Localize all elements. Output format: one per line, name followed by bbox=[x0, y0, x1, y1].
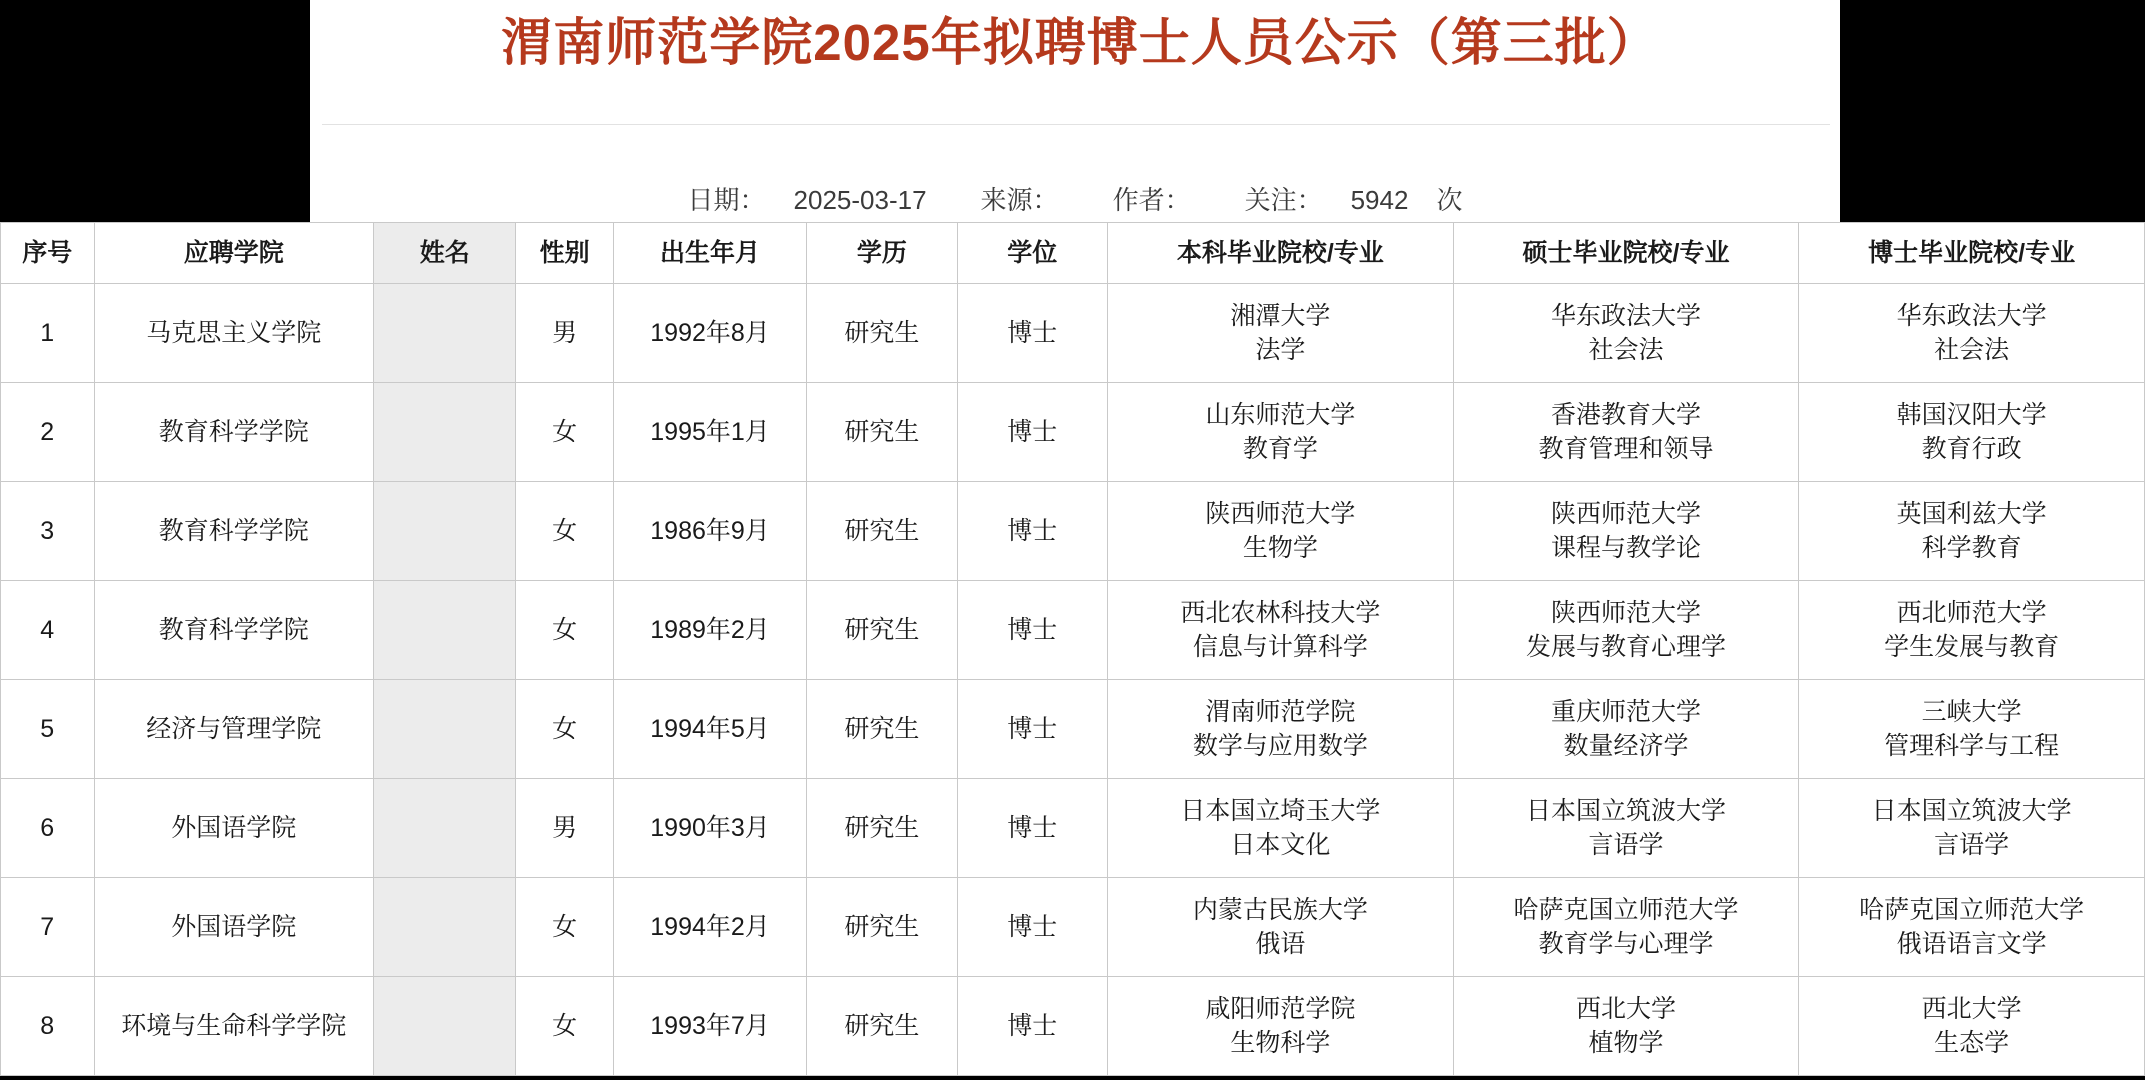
cell-gender: 女 bbox=[516, 383, 614, 482]
cell-degree: 博士 bbox=[957, 284, 1107, 383]
cell-education: 研究生 bbox=[807, 779, 957, 878]
right-gutter bbox=[1840, 0, 2145, 170]
master-school: 日本国立筑波大学 bbox=[1525, 797, 1726, 825]
doctor-major: 管理科学与工程 bbox=[1884, 732, 2060, 760]
col-education: 学历 bbox=[807, 223, 957, 284]
cell-birth: 1993年7月 bbox=[613, 977, 806, 1076]
master-major: 数量经济学 bbox=[1563, 732, 1689, 760]
cell-college: 外国语学院 bbox=[94, 779, 374, 878]
cell-index: 1 bbox=[1, 284, 95, 383]
cell-doctor bbox=[1799, 383, 2145, 482]
cell-bachelor bbox=[1108, 383, 1454, 482]
doctor-school: 哈萨克国立师范大学 bbox=[1859, 896, 2085, 924]
cell-college: 外国语学院 bbox=[94, 878, 374, 977]
cell-college: 教育科学学院 bbox=[94, 482, 374, 581]
cell-bachelor bbox=[1108, 779, 1454, 878]
cell-college: 马克思主义学院 bbox=[94, 284, 374, 383]
cell-degree: 博士 bbox=[957, 779, 1107, 878]
cell-college: 经济与管理学院 bbox=[94, 680, 374, 779]
cell-degree: 博士 bbox=[957, 383, 1107, 482]
meta-views-unit: 次 bbox=[1436, 185, 1463, 215]
cell-degree: 博士 bbox=[957, 878, 1107, 977]
doctor-school: 韩国汉阳大学 bbox=[1896, 401, 2047, 429]
meta-date-value: 2025-03-17 bbox=[793, 185, 927, 215]
cell-doctor bbox=[1799, 284, 2145, 383]
cell-gender: 女 bbox=[516, 581, 614, 680]
cell-degree: 博士 bbox=[957, 482, 1107, 581]
page-title: 渭南师范学院2025年拟聘博士人员公示（第三批） bbox=[501, 14, 1659, 71]
cell-master bbox=[1453, 482, 1799, 581]
master-major: 教育学与心理学 bbox=[1538, 930, 1714, 958]
cell-name bbox=[374, 878, 516, 977]
table-row bbox=[1, 878, 2145, 977]
cell-bachelor bbox=[1108, 878, 1454, 977]
cell-index: 5 bbox=[1, 680, 95, 779]
doctor-major: 俄语语言文学 bbox=[1896, 930, 2047, 958]
bachelor-school: 内蒙古民族大学 bbox=[1192, 896, 1368, 924]
doctor-major: 科学教育 bbox=[1921, 534, 2022, 562]
cell-name bbox=[374, 977, 516, 1076]
bachelor-school: 咸阳师范学院 bbox=[1205, 995, 1356, 1023]
meta-author-label: 作者： bbox=[1112, 185, 1191, 215]
master-major: 言语学 bbox=[1588, 831, 1664, 859]
cell-name bbox=[374, 680, 516, 779]
doctor-major: 社会法 bbox=[1934, 336, 2010, 364]
cell-doctor bbox=[1799, 482, 2145, 581]
master-school: 陕西师范大学 bbox=[1550, 599, 1701, 627]
cell-bachelor bbox=[1108, 680, 1454, 779]
bachelor-major: 日本文化 bbox=[1230, 831, 1331, 859]
cell-birth: 1990年3月 bbox=[613, 779, 806, 878]
cell-master bbox=[1453, 977, 1799, 1076]
master-major: 社会法 bbox=[1588, 336, 1664, 364]
master-major: 发展与教育心理学 bbox=[1525, 633, 1726, 661]
cell-master bbox=[1453, 383, 1799, 482]
bachelor-school: 山东师范大学 bbox=[1205, 401, 1356, 429]
cell-gender: 男 bbox=[516, 284, 614, 383]
cell-education: 研究生 bbox=[807, 284, 957, 383]
cell-degree: 博士 bbox=[957, 581, 1107, 680]
bachelor-school: 渭南师范学院 bbox=[1205, 698, 1356, 726]
doctor-major: 生态学 bbox=[1934, 1029, 2010, 1057]
cell-index: 2 bbox=[1, 383, 95, 482]
doctor-school: 西北大学 bbox=[1921, 995, 2022, 1023]
bachelor-major: 数学与应用数学 bbox=[1192, 732, 1368, 760]
cell-name bbox=[374, 284, 516, 383]
cell-birth: 1994年5月 bbox=[613, 680, 806, 779]
table-row bbox=[1, 482, 2145, 581]
cell-gender: 女 bbox=[516, 482, 614, 581]
cell-college: 教育科学学院 bbox=[94, 383, 374, 482]
col-master: 硕士毕业院校/专业 bbox=[1453, 223, 1799, 284]
cell-bachelor bbox=[1108, 977, 1454, 1076]
master-major: 课程与教学论 bbox=[1550, 534, 1701, 562]
master-school: 重庆师范大学 bbox=[1550, 698, 1701, 726]
cell-index: 7 bbox=[1, 878, 95, 977]
cell-college: 环境与生命科学学院 bbox=[94, 977, 374, 1076]
master-school: 香港教育大学 bbox=[1550, 401, 1701, 429]
bachelor-major: 生物科学 bbox=[1230, 1029, 1331, 1057]
cell-education: 研究生 bbox=[807, 581, 957, 680]
doctor-school: 日本国立筑波大学 bbox=[1871, 797, 2072, 825]
meta-right-gutter bbox=[1840, 170, 2145, 222]
cell-gender: 男 bbox=[516, 779, 614, 878]
master-school: 西北大学 bbox=[1575, 995, 1676, 1023]
master-school: 陕西师范大学 bbox=[1550, 500, 1701, 528]
master-school: 哈萨克国立师范大学 bbox=[1513, 896, 1739, 924]
article-meta bbox=[310, 180, 1840, 217]
cell-name bbox=[374, 482, 516, 581]
table-row bbox=[1, 383, 2145, 482]
cell-gender: 女 bbox=[516, 680, 614, 779]
cell-name bbox=[374, 581, 516, 680]
bachelor-major: 教育学 bbox=[1242, 435, 1318, 463]
cell-index: 4 bbox=[1, 581, 95, 680]
cell-degree: 博士 bbox=[957, 977, 1107, 1076]
bachelor-major: 信息与计算科学 bbox=[1192, 633, 1368, 661]
cell-bachelor bbox=[1108, 284, 1454, 383]
cell-bachelor bbox=[1108, 581, 1454, 680]
col-name: 姓名 bbox=[374, 223, 516, 284]
bachelor-school: 陕西师范大学 bbox=[1205, 500, 1356, 528]
meta-views-label: 关注： bbox=[1244, 185, 1323, 215]
cell-education: 研究生 bbox=[807, 878, 957, 977]
cell-doctor bbox=[1799, 581, 2145, 680]
meta-left-gutter bbox=[0, 170, 310, 222]
table-row bbox=[1, 284, 2145, 383]
publicity-table-wrapper bbox=[0, 222, 2145, 1076]
cell-birth: 1989年2月 bbox=[613, 581, 806, 680]
doctor-major: 教育行政 bbox=[1921, 435, 2022, 463]
bachelor-major: 俄语 bbox=[1255, 930, 1306, 958]
cell-birth: 1992年8月 bbox=[613, 284, 806, 383]
master-major: 植物学 bbox=[1588, 1029, 1664, 1057]
doctor-major: 学生发展与教育 bbox=[1884, 633, 2060, 661]
cell-degree: 博士 bbox=[957, 680, 1107, 779]
cell-master bbox=[1453, 878, 1799, 977]
col-degree: 学位 bbox=[957, 223, 1107, 284]
cell-index: 8 bbox=[1, 977, 95, 1076]
cell-gender: 女 bbox=[516, 977, 614, 1076]
doctor-school: 华东政法大学 bbox=[1896, 302, 2047, 330]
table-row bbox=[1, 779, 2145, 878]
col-index: 序号 bbox=[1, 223, 95, 284]
master-major: 教育管理和领导 bbox=[1538, 435, 1714, 463]
bachelor-school: 日本国立埼玉大学 bbox=[1180, 797, 1381, 825]
meta-source-label: 来源： bbox=[980, 185, 1059, 215]
cell-master bbox=[1453, 284, 1799, 383]
bachelor-major: 生物学 bbox=[1242, 534, 1318, 562]
doctor-school: 三峡大学 bbox=[1921, 698, 2022, 726]
cell-gender: 女 bbox=[516, 878, 614, 977]
table-row bbox=[1, 977, 2145, 1076]
table-row bbox=[1, 680, 2145, 779]
col-bachelor: 本科毕业院校/专业 bbox=[1108, 223, 1454, 284]
cell-education: 研究生 bbox=[807, 482, 957, 581]
cell-bachelor bbox=[1108, 482, 1454, 581]
publicity-table bbox=[0, 222, 2145, 1076]
cell-master bbox=[1453, 779, 1799, 878]
cell-index: 6 bbox=[1, 779, 95, 878]
doctor-major: 言语学 bbox=[1934, 831, 2010, 859]
col-birth: 出生年月 bbox=[613, 223, 806, 284]
doctor-school: 西北师范大学 bbox=[1896, 599, 2047, 627]
col-college: 应聘学院 bbox=[94, 223, 374, 284]
col-gender: 性别 bbox=[516, 223, 614, 284]
cell-doctor bbox=[1799, 779, 2145, 878]
cell-doctor bbox=[1799, 680, 2145, 779]
meta-views-value: 5942 bbox=[1350, 185, 1409, 215]
cell-doctor bbox=[1799, 977, 2145, 1076]
title-divider bbox=[322, 124, 1830, 125]
left-gutter bbox=[0, 0, 310, 170]
cell-name bbox=[374, 383, 516, 482]
bachelor-school: 湘潭大学 bbox=[1230, 302, 1331, 330]
cell-birth: 1994年2月 bbox=[613, 878, 806, 977]
master-school: 华东政法大学 bbox=[1550, 302, 1701, 330]
cell-birth: 1995年1月 bbox=[613, 383, 806, 482]
cell-education: 研究生 bbox=[807, 680, 957, 779]
table-row bbox=[1, 581, 2145, 680]
bachelor-major: 法学 bbox=[1255, 336, 1306, 364]
doctor-school: 英国利兹大学 bbox=[1896, 500, 2047, 528]
bachelor-school: 西北农林科技大学 bbox=[1180, 599, 1381, 627]
cell-education: 研究生 bbox=[807, 977, 957, 1076]
cell-index: 3 bbox=[1, 482, 95, 581]
cell-education: 研究生 bbox=[807, 383, 957, 482]
cell-master bbox=[1453, 680, 1799, 779]
cell-name bbox=[374, 779, 516, 878]
cell-college: 教育科学学院 bbox=[94, 581, 374, 680]
cell-birth: 1986年9月 bbox=[613, 482, 806, 581]
table-header-row bbox=[1, 223, 2145, 284]
cell-master bbox=[1453, 581, 1799, 680]
col-doctor: 博士毕业院校/专业 bbox=[1799, 223, 2145, 284]
meta-date-label: 日期： bbox=[687, 185, 766, 215]
cell-doctor bbox=[1799, 878, 2145, 977]
